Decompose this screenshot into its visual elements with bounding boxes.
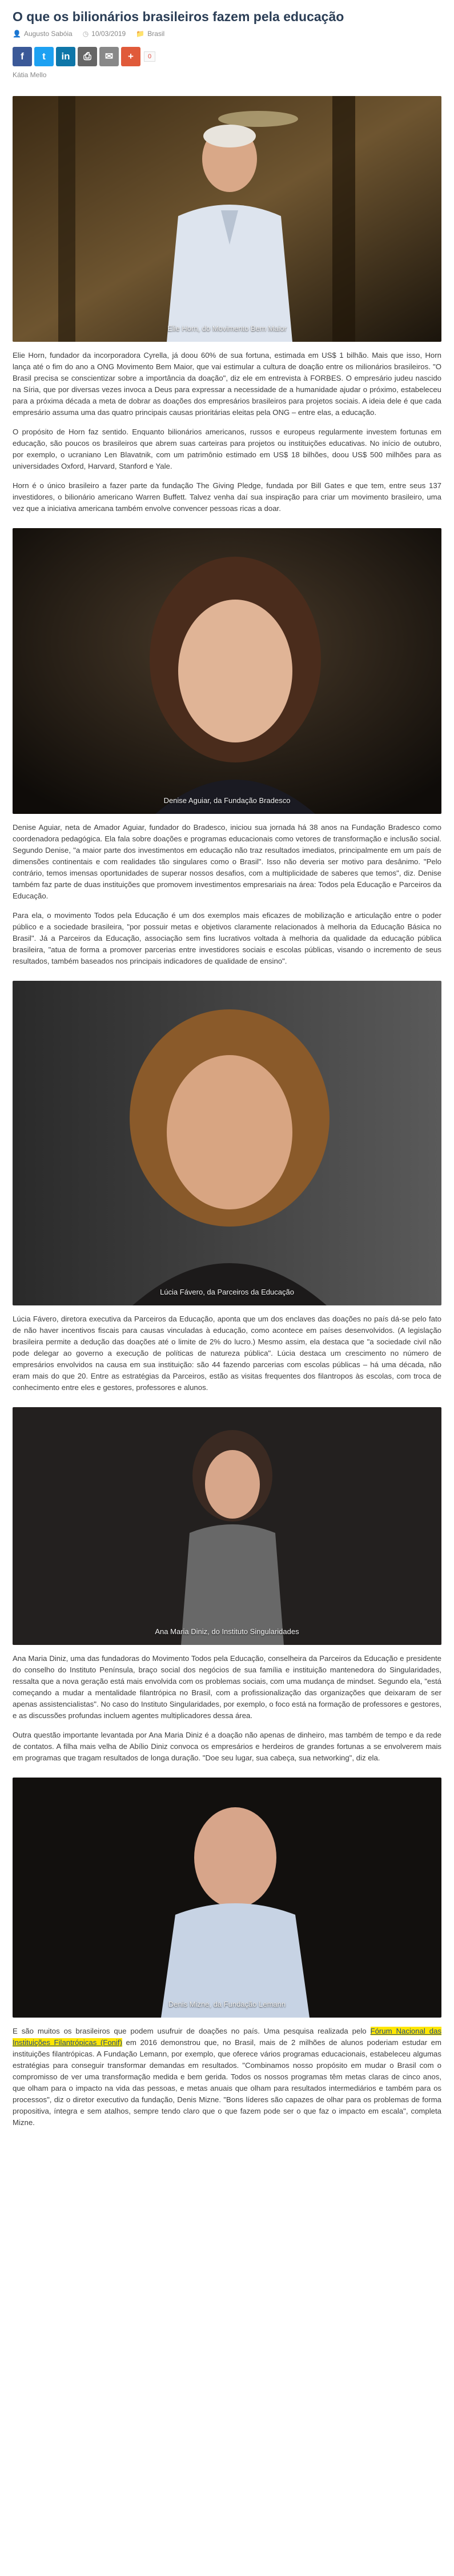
photo-lucia-favero [13,981,441,1305]
photo-elie-horn-image [13,96,441,342]
paragraph-4: Denise Aguiar, neta de Amador Aguiar, fundador do Bradesco, iniciou sua jornada há 38 anos na Fundação Bradesco como coordenadora pedagógica. Ela fala sobre doações e programas educacionais como vetores de transformação e inclusão social. Segundo Denise, "a maior parte dos investimentos em educação não traz resultados imediatos, principalmente em um país de dimensões continentais e com realidades tão singulares como o Brasil". Isso não deveria ser motivo para desânimo. "Pelo contrário, temos imensas oportunidades de superar nossos desafios, com a multiplicidade de saberes que temos", diz. Denise também faz parte de duas instituições que promovem investimentos empresariais na área: Todos pela Educação e Parceiros da Educação. [13,823,441,900]
paragraph-3: Horn é o único brasileiro a fazer parte da fundação The Giving Pledge, fundada por Bill Gates e que tem, entre seus 137 investidores, o bilionário americano Warren Buffett. Talvez venha daí sua inspiração para criar um movimento brasileiro, uma vez que a iniciativa americana também envolve convencer pessoas ricas a doar. [13,481,441,513]
photo-caption: Lúcia Fávero, da Parceiros da Educação [160,1288,294,1296]
paragraph-5: Para ela, o movimento Todos pela Educação é um dos exemplos mais eficazes de mobilização e articulação entre o poder público e a sociedade brasileira, "por possuir metas e objetivos claramente relacionados à melhoria da Educação Básica no Brasil". Já a Parceiros da Educação, associação sem fins lucrativos voltada à melhoria da qualidade da educação pública brasileira, "atua de forma a promover parcerias entre investidores sociais e escolas públicas, visando o incremento de seus resultados, também baseados nos principais indicadores de qualidade de ensino". [13,911,441,965]
paragraph-2: O propósito de Horn faz sentido. Enquanto bilionários americanos, russos e europeus regularmente investem fortunas em educação, são poucos os brasileiros que abrem suas carteiras para projetos ou instituições educativas. No início de outubro, por exemplo, o ucraniano Len Blavatnik, com um patrimônio estimado em US$ 18 bilhões, doou US$ 500 milhões para as universidades Oxford, Harvard, Stanford e Yale. [13,428,441,470]
photo-denis-mizne-image [13,1778,441,2018]
paragraph-1: Elie Horn, fundador da incorporadora Cyrella, já doou 60% de sua fortuna, estimada em US$ 1 bilhão. Mais que isso, Horn lança até o fim do ano a ONG Movimento Bem Maior, que vai estimular a cultura de doação entre os milionários brasileiros. "O Brasil precisa se conscientizar sobre a importância da doação", diz ele em entrevista à FORBES. O empresário judeu nascido na Síria, que por diversas vezes invoca a Deus para expressar a necessidade de a humanidade ajudar o próximo, estabeleceu para a próxima década a meta de dobrar as doações dos empresários brasileiros para projetos sociais. A ideia dele é que cada empresário assuma uma das quatro principais causas prioritárias eleitas pela ONG – entre elas, a educação. [13,351,441,417]
linkedin-icon[interactable]: in [56,47,75,66]
photo-caption: Denis Mizne, da Fundação Lemann [168,2000,286,2008]
facebook-icon[interactable]: f [13,47,32,66]
paragraph-8: Outra questão importante levantada por Ana Maria Diniz é a doação não apenas de dinheiro, mas também de tempo e da rede de contatos. A filha mais velha de Abílio Diniz convoca os empresários e herdeiros de grandes fortunas a se envolverem mais em programas que tragam resultados de longa duração. "Doe seu lugar, sua cabeça, sua networking", diz ela. [13,1731,441,1762]
article [0,8,454,2128]
paragraph-6: Lúcia Fávero, diretora executiva da Parceiros da Educação, aponta que um dos enclaves das doações no país dá-se pelo fato de não haver incentivos fiscais para causas vinculadas à educação, como acontece em países desenvolvidos. (A legislação brasileira permite a dedução das doações até o limite de 2% do lucro.) Mesmo assim, ela destaca que "a sociedade civil não pode delegar ao governo a execução de políticas de natureza pública". Lúcia destaca um crescimento no número de empresários envolvidos na causa em sua instituição: são 44 fazendo parcerias com escolas públicas – há uma década, não eram mais do que 20. Entre as estratégias da Parceiros, estão as visitas frequentes dos filantropos às escolas, com troca de conhecimento entre eles e gestores, professores e alunos. [13,1315,441,1392]
user-icon: 👤 [13,30,21,38]
meta-date: ◷ 10/03/2019 [82,30,126,38]
meta-author[interactable]: 👤 Augusto Sabóia [13,30,73,38]
meta-category[interactable]: 📁 Brasil [136,30,165,38]
photo-caption: Denise Aguiar, da Fundação Bradesco [163,796,291,805]
share-count: 0 [144,51,155,62]
photo-lucia-favero-image [13,981,441,1305]
twitter-icon[interactable]: t [34,47,54,66]
article-title: O que os bilionários brasileiros fazem pela educação [13,9,344,24]
plus-icon[interactable]: + [121,47,140,66]
photo-ana-maria-diniz [13,1407,441,1645]
photo-caption: Elie Horn, do Movimento Bem Maior [167,324,287,333]
byline: Kátia Mello [13,71,47,79]
photo-ana-maria-diniz-image [13,1407,441,1645]
paragraph-7: Ana Maria Diniz, uma das fundadoras do Movimento Todos pela Educação, conselheira da Parceiros da Educação e presidente do conselho do Instituto Península, braço social dos negócios de sua família e instituição mantenedora do Singularidades, ressalta que a nova geração está mais envolvida com os problemas sociais, com uma mudança de mindset. Segundo ela, "está começando a mudar a mentalidade filantrópica no Brasil, com a profissionalização das organizações que deixaram de ser apenas assistencialistas". No caso do Instituto Singularidades, por exemplo, o foco está na formação de professores e gestores, e as discussões profundas incluem agentes multiplicadores dessa área. [13,1654,441,1720]
article-meta [13,30,441,38]
clock-icon: ◷ [82,30,89,38]
folder-icon: 📁 [136,30,145,38]
paragraph-9: E são muitos os brasileiros que podem usufruir de doações no país. Uma pesquisa realizada pelo Fórum Nacional das Instituições Filantrópicas (Fonif) em 2016 demonstrou que, no Brasil, mais de 2 milhões de alunos poderiam estudar em instituições filantrópicas. A Fundação Lemann, por exemplo, que oferece vários programas educacionais, estabeleceu algumas estratégias para conseguir transformar demandas em resultados. "Combinamos nosso propósito em mudar o Brasil com o compromisso de ver uma transformação medida e bem gerida. Todos os nossos programas têm metas claras de cinco anos, que olham para o impacto na vida das pessoas, e metas anuais que olham para resultados intermediários e também para os processos", diz o diretor executivo da fundação, Denis Mizne. "Bons líderes são capazes de olhar para os problemas de forma propositiva, íntegra e sem atalhos, sempre tendo claro que o que fazem pode ser o que faz o impacto em escala", completa Mizne. [13,2027,441,2127]
share-bar [13,47,441,66]
fonif-link[interactable]: Fórum Nacional das Instituições Filantrópicas (Fonif) [13,2027,441,2047]
photo-elie-horn [13,96,441,342]
print-icon[interactable]: ⎙ [78,47,97,66]
email-icon[interactable]: ✉ [99,47,119,66]
photo-denise-aguiar [13,528,441,814]
photo-denis-mizne [13,1778,441,2018]
photo-denise-aguiar-image [13,528,441,814]
photo-caption: Ana Maria Diniz, do Instituto Singularidades [155,1627,299,1636]
